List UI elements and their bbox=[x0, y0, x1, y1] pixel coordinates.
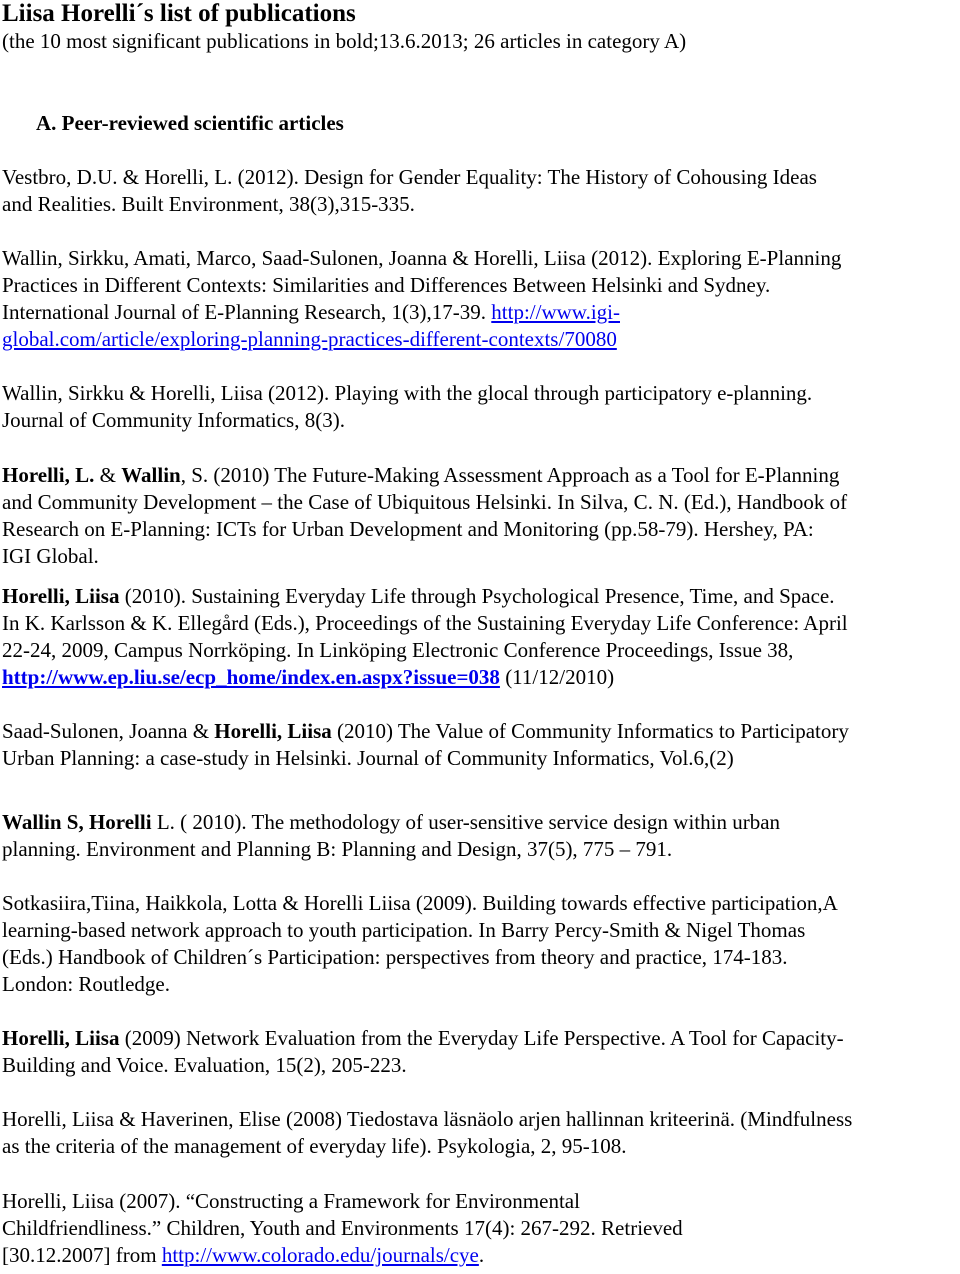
entry-line: Wallin, Sirkku & Horelli, Liisa (2012). Playing with the glocal through participatory e-planning. bbox=[2, 381, 813, 405]
entry-line: (Eds.) Handbook of Children´s Participation: perspectives from theory and practice, 174-183. bbox=[2, 945, 788, 969]
proceedings-link[interactable]: http://www.ep.liu.se/ecp_home/index.en.aspx?issue=038 bbox=[2, 665, 500, 689]
entry-line bbox=[2, 327, 617, 351]
entry-line: In K. Karlsson & K. Ellegård (Eds.), Proceedings of the Sustaining Everyday Life Conference: April bbox=[2, 611, 848, 635]
article-link-continued[interactable]: global.com/article/exploring-planning-practices-different-contexts/70080 bbox=[2, 327, 617, 351]
entry-line: Horelli, Liisa (2007). “Constructing a Framework for Environmental bbox=[2, 1189, 580, 1213]
entry-text: & bbox=[94, 463, 122, 487]
entry-line: Wallin, Sirkku, Amati, Marco, Saad-Sulonen, Joanna & Horelli, Liisa (2012). Exploring E-Planning bbox=[2, 246, 842, 270]
entry-line: Sotkasiira,Tiina, Haikkola, Lotta & Horelli Liisa (2009). Building towards effective participation,A bbox=[2, 891, 838, 915]
entry-line bbox=[2, 1026, 844, 1050]
entry-line: Journal of Community Informatics, 8(3). bbox=[2, 408, 345, 432]
entry-line: IGI Global. bbox=[2, 544, 99, 568]
entry-line bbox=[2, 1243, 484, 1267]
bold-author: Horelli, L. bbox=[2, 463, 95, 487]
article-link[interactable]: http://www.igi- bbox=[491, 300, 620, 324]
entry-text: (2010). Sustaining Everyday Life through Psychological Presence, Time, and Space. bbox=[119, 584, 835, 608]
entry-line: and Realities. Built Environment, 38(3),315-335. bbox=[2, 192, 415, 216]
entry-line bbox=[2, 300, 620, 324]
entry-line: Vestbro, D.U. & Horelli, L. (2012). Design for Gender Equality: The History of Cohousing Ideas bbox=[2, 165, 817, 189]
entry-line: 22-24, 2009, Campus Norrköping. In Linköping Electronic Conference Proceedings, Issue 38, bbox=[2, 638, 794, 662]
entry-line bbox=[2, 810, 780, 834]
entry-text: Saad-Sulonen, Joanna & bbox=[2, 719, 215, 743]
entry-text: L. ( 2010). The methodology of user-sensitive service design within urban bbox=[151, 810, 781, 834]
entry-line: planning. Environment and Planning B: Planning and Design, 37(5), 775 – 791. bbox=[2, 837, 673, 861]
entry-line bbox=[2, 584, 835, 608]
journal-link[interactable]: http://www.colorado.edu/journals/cye bbox=[161, 1243, 479, 1267]
bold-author: Wallin S, Horelli bbox=[2, 810, 152, 834]
entry-line: Research on E-Planning: ICTs for Urban Development and Monitoring (pp.58-79). Hershey, PA: bbox=[2, 517, 814, 541]
entry-line: Urban Planning: a case-study in Helsinki. Journal of Community Informatics, Vol.6,(2) bbox=[2, 746, 734, 770]
page-title: Liisa Horelli´s list of publications bbox=[2, 0, 356, 27]
bold-author: Wallin bbox=[121, 463, 181, 487]
entry-line: Childfriendliness.” Children, Youth and Environments 17(4): 267-292. Retrieved bbox=[2, 1216, 683, 1240]
entry-text: [30.12.2007] from bbox=[2, 1243, 162, 1267]
bold-author: Horelli, Liisa bbox=[2, 1026, 120, 1050]
entry-line: Horelli, Liisa & Haverinen, Elise (2008) Tiedostava läsnäolo arjen hallinnan kriteerinä. (Mindfulness bbox=[2, 1107, 853, 1131]
entry-text: (2009) Network Evaluation from the Everyday Life Perspective. A Tool for Capacity- bbox=[119, 1026, 844, 1050]
entry-line: as the criteria of the management of everyday life). Psykologia, 2, 95-108. bbox=[2, 1134, 627, 1158]
entry-text: , S. (2010) The Future-Making Assessment Approach as a Tool for E-Planning bbox=[180, 463, 840, 487]
entry-text: . bbox=[478, 1243, 485, 1267]
entry-line: and Community Development – the Case of Ubiquitous Helsinki. In Silva, C. N. (Ed.), Handbook of bbox=[2, 490, 848, 514]
section-heading: A. Peer-reviewed scientific articles bbox=[36, 111, 344, 135]
entry-line bbox=[2, 665, 614, 689]
entry-line: Building and Voice. Evaluation, 15(2), 205-223. bbox=[2, 1053, 407, 1077]
entry-text: International Journal of E-Planning Research, 1(3),17-39. bbox=[2, 300, 492, 324]
entry-line: London: Routledge. bbox=[2, 972, 170, 996]
bold-author: Horelli, Liisa bbox=[2, 584, 120, 608]
entry-line: learning-based network approach to youth participation. In Barry Percy-Smith & Nigel Thomas bbox=[2, 918, 806, 942]
entry-text: (11/12/2010) bbox=[499, 665, 615, 689]
entry-line bbox=[2, 719, 849, 743]
bold-author: Horelli, Liisa bbox=[214, 719, 332, 743]
entry-line bbox=[2, 463, 839, 487]
entry-text: (2010) The Value of Community Informatics to Participatory bbox=[331, 719, 849, 743]
page-subtitle: (the 10 most significant publications in bold;13.6.2013; 26 articles in category A) bbox=[2, 29, 687, 53]
entry-line: Practices in Different Contexts: Similarities and Differences Between Helsinki and Sydney. bbox=[2, 273, 771, 297]
